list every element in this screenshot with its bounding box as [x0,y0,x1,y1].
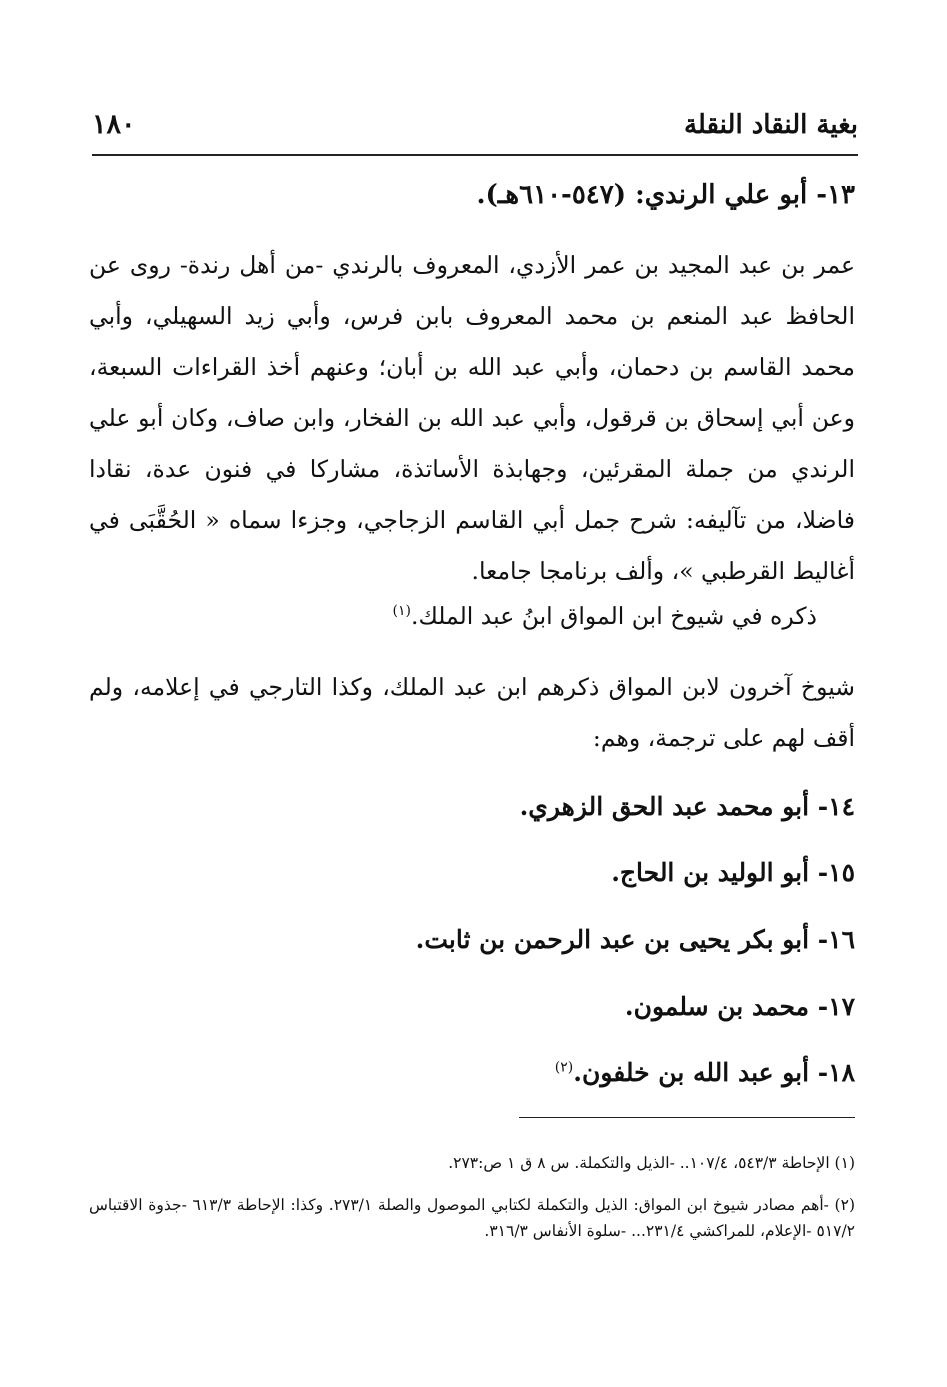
list-item: ١٥- أبو الوليد بن الحاج. [611,858,855,887]
running-title: بغية النقاد النقلة [683,110,858,140]
footnote-1: (١) الإحاطة ٥٤٣/٣، ١٠٧/٤.. -الذيل والتكملة. س ٨ ق ١ ص:٢٧٣. [448,1154,855,1172]
footnote-ref-2: (٢) [554,1059,574,1076]
footnote-2: (٢) -أهم مصادر شيوخ ابن المواق: الذيل والتكملة لكتابي الموصول والصلة ٢٧٣/١. وكذا: الإحاطة ٦١٣/٣ -جذوة الاقتباس ٥١٧/٢ -الإعلام، للمراكشي ٢٣١/٤... -سلوة الأنفاس ٣١٦/٣. [89,1196,855,1240]
entry-heading: ١٣- أبو علي الرندي: (٥٤٧-٦١٠هـ). [476,180,855,210]
list-item: ١٤- أبو محمد عبد الحق الزهري. [519,792,855,821]
page-header [92,96,858,156]
footnote-divider [519,1117,855,1118]
footnote-ref-1: (١) [392,603,411,620]
other-teachers-paragraph: شيوخ آخرون لابن المواق ذكرهم ابن عبد الملك، وكذا التارجي في إعلامه، ولم أقف لهم على ترجمة، وهم: [89,673,855,752]
biography-paragraph: عمر بن عبد المجيد بن عمر الأزدي، المعروف بالرندي -من أهل رندة- روى عن الحافظ عبد المنعم بن محمد المعروف بابن فرس، وأبي زيد السهيلي، وأبي محمد القاسم بن دحمان، وأبي عبد الله بن أبان؛ وعنهم أخذ القراءات السبعة، وعن أبي إسحاق بن قرقول، وأبي عبد الله بن الفخار، وابن صاف، وكان أبو علي الرندي من جملة المقرئين، وجهابذة الأساتذة، مشاركا في فنون عدة، نقادا فاضلا، من تآليفه: شرح جمل أبي القاسم الزجاجي، وجزءا سماه « الحُقَّبَى في أغاليط القرطبي »، وألف برنامجا جامعا. [89,251,855,585]
list-item [555,1058,855,1087]
list-item: ١٧- محمد بن سلمون. [624,992,855,1021]
mention-line [393,602,817,630]
list-item: ١٦- أبو بكر يحيى بن عبد الرحمن بن ثابت. [415,925,855,954]
page-number: ١٨٠ [92,109,136,140]
mention-text: ذكره في شيوخ ابن المواق ابنُ عبد الملك. [410,602,817,630]
list-item-text: ١٨- أبو عبد الله بن خلفون. [573,1058,855,1087]
